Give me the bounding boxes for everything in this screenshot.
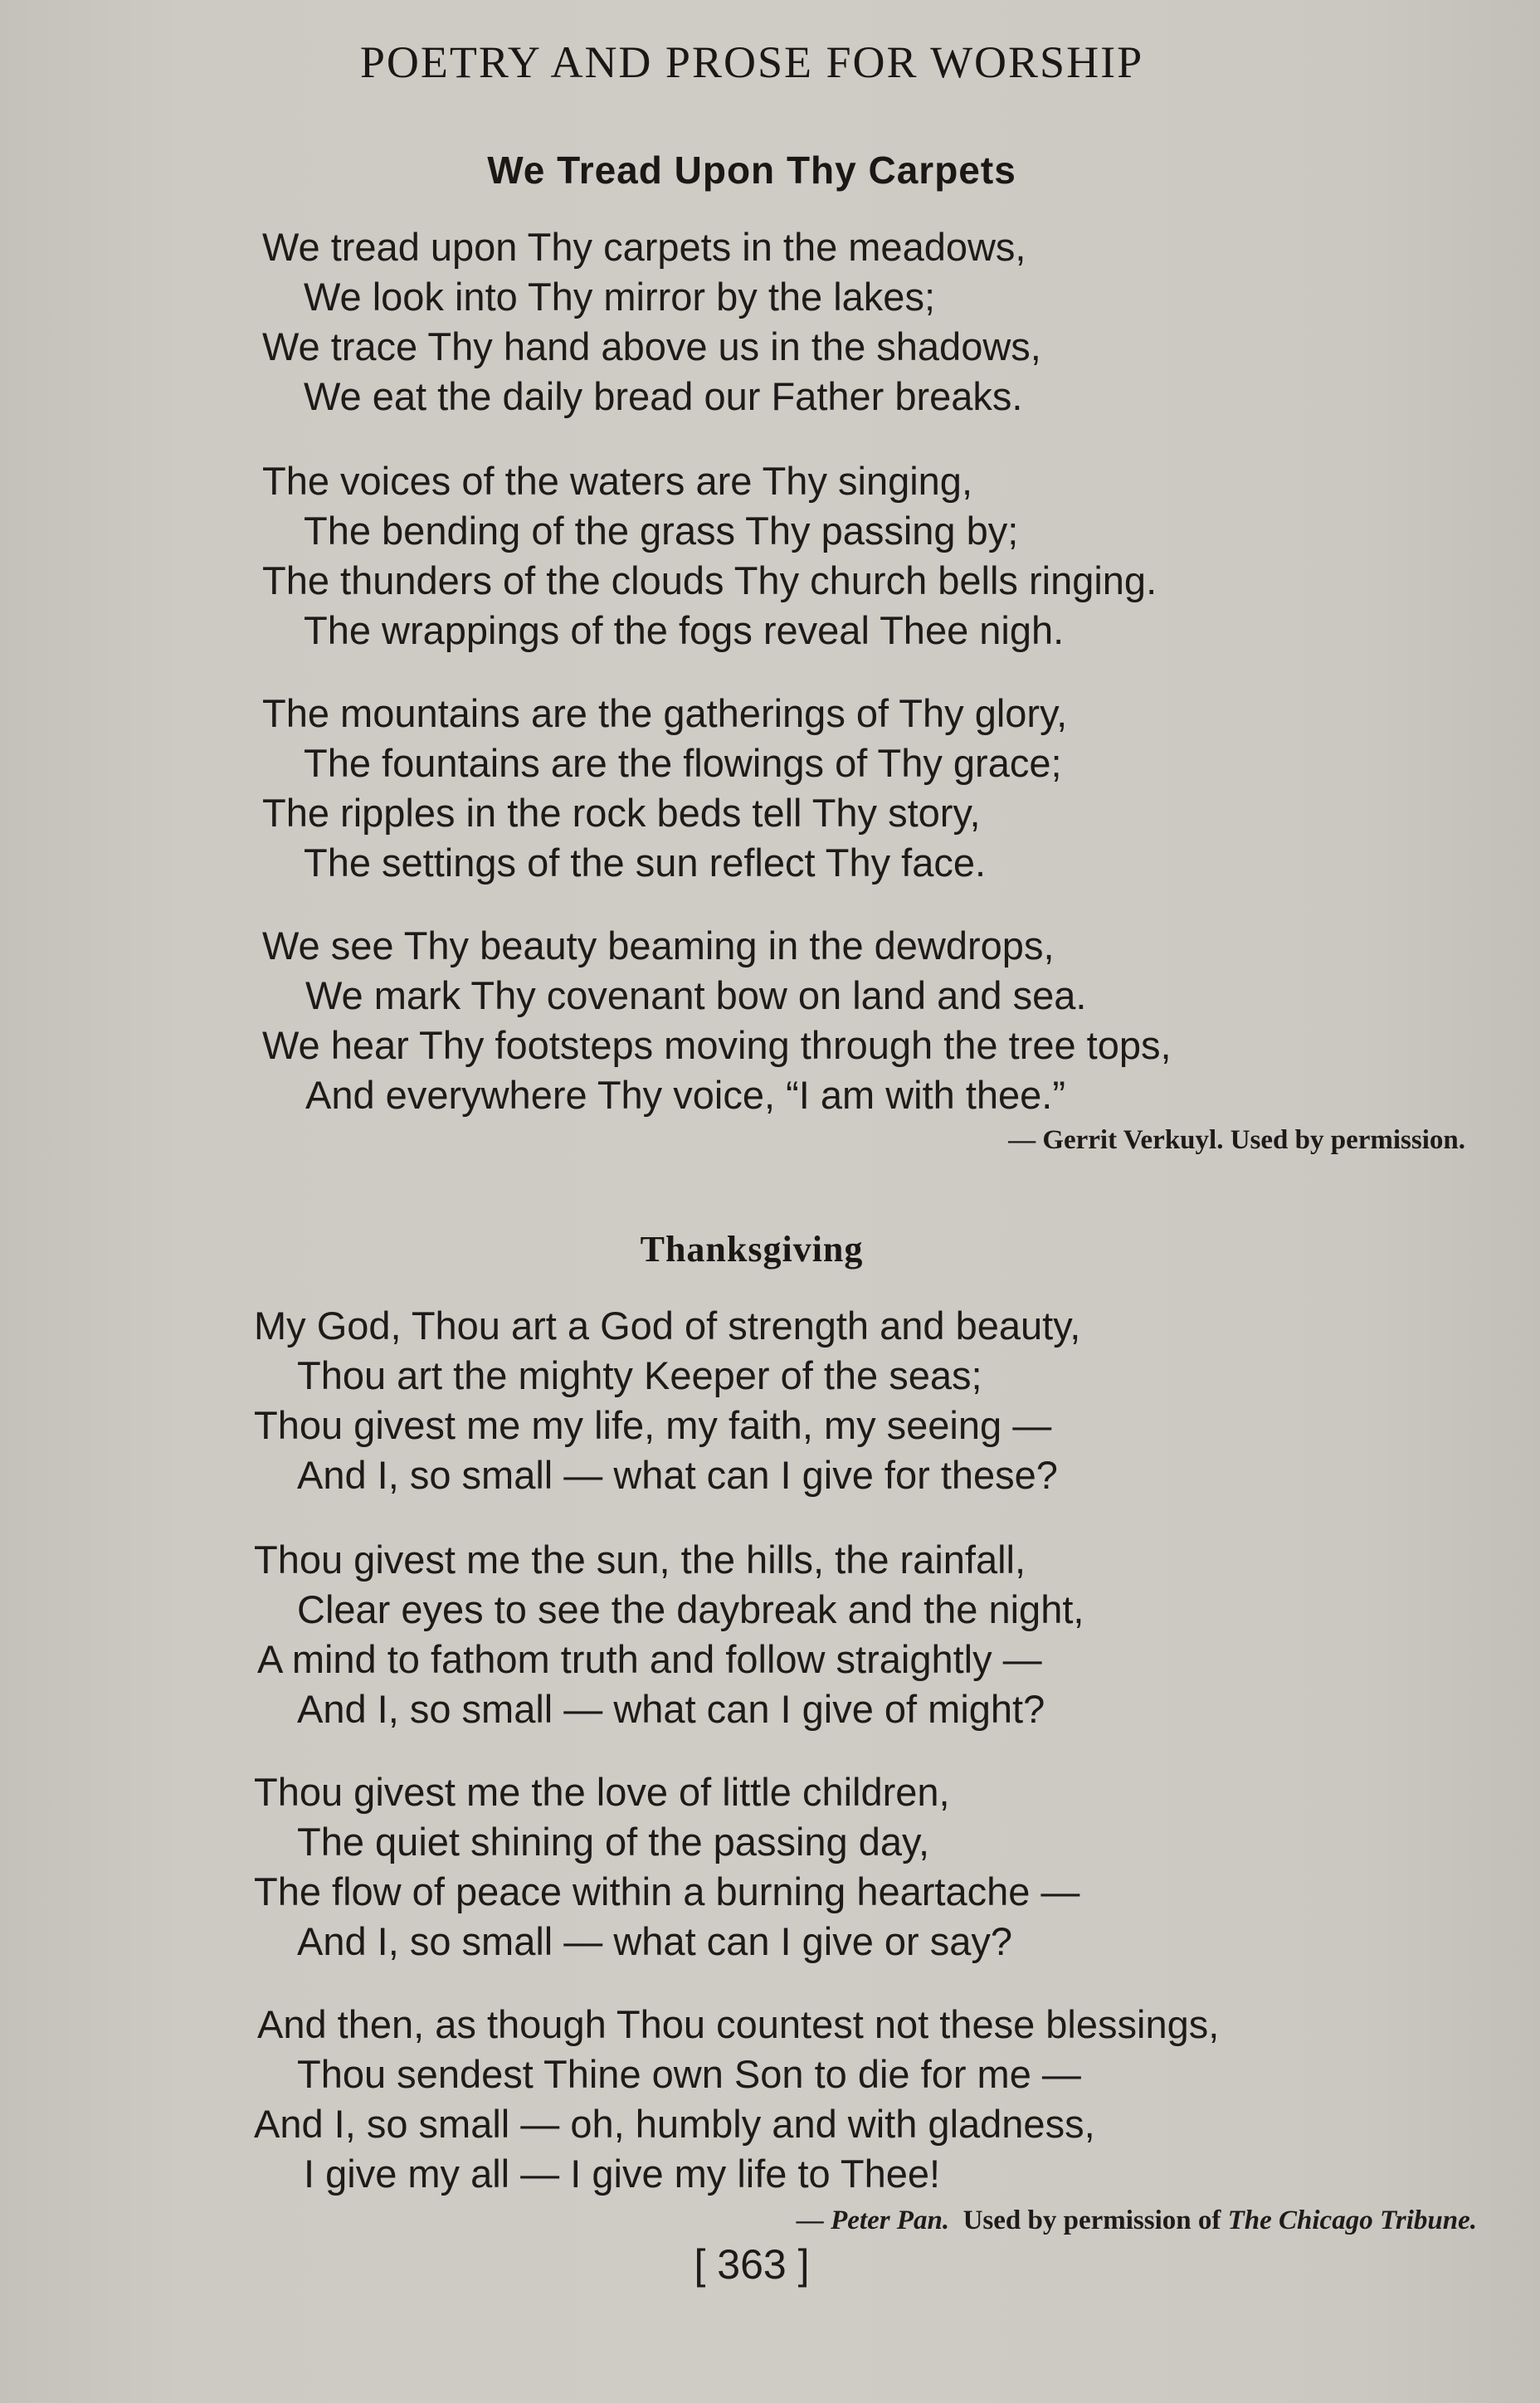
verse-line: The quiet shining of the passing day, (297, 1820, 930, 1864)
poem-title-thanksgiving: Thanksgiving (640, 1229, 864, 1270)
verse-line: And I, so small — what can I give or say? (297, 1919, 1013, 1963)
verse-line: The wrappings of the fogs reveal Thee nigh. (304, 608, 1065, 652)
credit-verkuyl: — Gerrit Verkuyl. Used by permission. (1008, 1125, 1465, 1155)
verse-line: We mark Thy covenant bow on land and sea. (305, 973, 1087, 1017)
verse-line: We see Thy beauty beaming in the dewdrops, (262, 924, 1055, 968)
verse-line: A mind to fathom truth and follow straightly — (257, 1637, 1042, 1681)
verse-line: We hear Thy footsteps moving through the tree tops, (262, 1023, 1172, 1067)
verse-line: Thou art the mighty Keeper of the seas; (297, 1353, 982, 1397)
credit-source: The Chicago Tribune. (1227, 2206, 1477, 2235)
credit-peter-pan (797, 2206, 1477, 2236)
running-head: POETRY AND PROSE FOR WORSHIP (359, 37, 1144, 87)
verse-line: We eat the daily bread our Father breaks. (304, 374, 1023, 418)
verse-line: The settings of the sun reflect Thy face. (304, 841, 987, 885)
verse-line: The bending of the grass Thy passing by; (304, 509, 1019, 553)
verse-line: The mountains are the gatherings of Thy glory, (262, 691, 1068, 735)
verse-line: And everywhere Thy voice, “I am with thee.” (305, 1073, 1066, 1117)
verse-line: The voices of the waters are Thy singing, (262, 459, 973, 503)
verse-line: And I, so small — oh, humbly and with gladness, (254, 2102, 1095, 2146)
verse-line: And then, as though Thou countest not these blessings, (257, 2002, 1220, 2046)
verse-line: Thou givest me my life, my faith, my seeing — (254, 1403, 1052, 1447)
verse-line: Thou givest me the sun, the hills, the rainfall, (254, 1538, 1026, 1582)
verse-line: And I, so small — what can I give for these? (297, 1453, 1058, 1497)
verse-line: We look into Thy mirror by the lakes; (304, 275, 935, 319)
verse-line: The ripples in the rock beds tell Thy story, (262, 791, 981, 835)
verse-line: And I, so small — what can I give of might? (297, 1687, 1045, 1731)
poem-title-we-tread: We Tread Upon Thy Carpets (487, 149, 1016, 192)
verse-line: Thou givest me the love of little children, (254, 1770, 950, 1814)
credit-text: Used by permission of (962, 2206, 1221, 2235)
verse-line: Clear eyes to see the daybreak and the night, (297, 1587, 1084, 1631)
verse-line: My God, Thou art a God of strength and beauty, (254, 1304, 1081, 1348)
verse-line: I give my all — I give my life to Thee! (304, 2152, 941, 2196)
verse-line: The flow of peace within a burning heartache — (254, 1869, 1080, 1913)
verse-line: Thou sendest Thine own Son to die for me — (297, 2052, 1081, 2096)
verse-line: We trace Thy hand above us in the shadows, (262, 324, 1041, 368)
verse-line: We tread upon Thy carpets in the meadows, (262, 225, 1026, 269)
verse-line: The thunders of the clouds Thy church bells ringing. (262, 558, 1157, 602)
page-number: [ 363 ] (694, 2241, 810, 2288)
verse-line: The fountains are the flowings of Thy grace; (304, 741, 1062, 785)
credit-author: — Peter Pan. (796, 2206, 950, 2235)
